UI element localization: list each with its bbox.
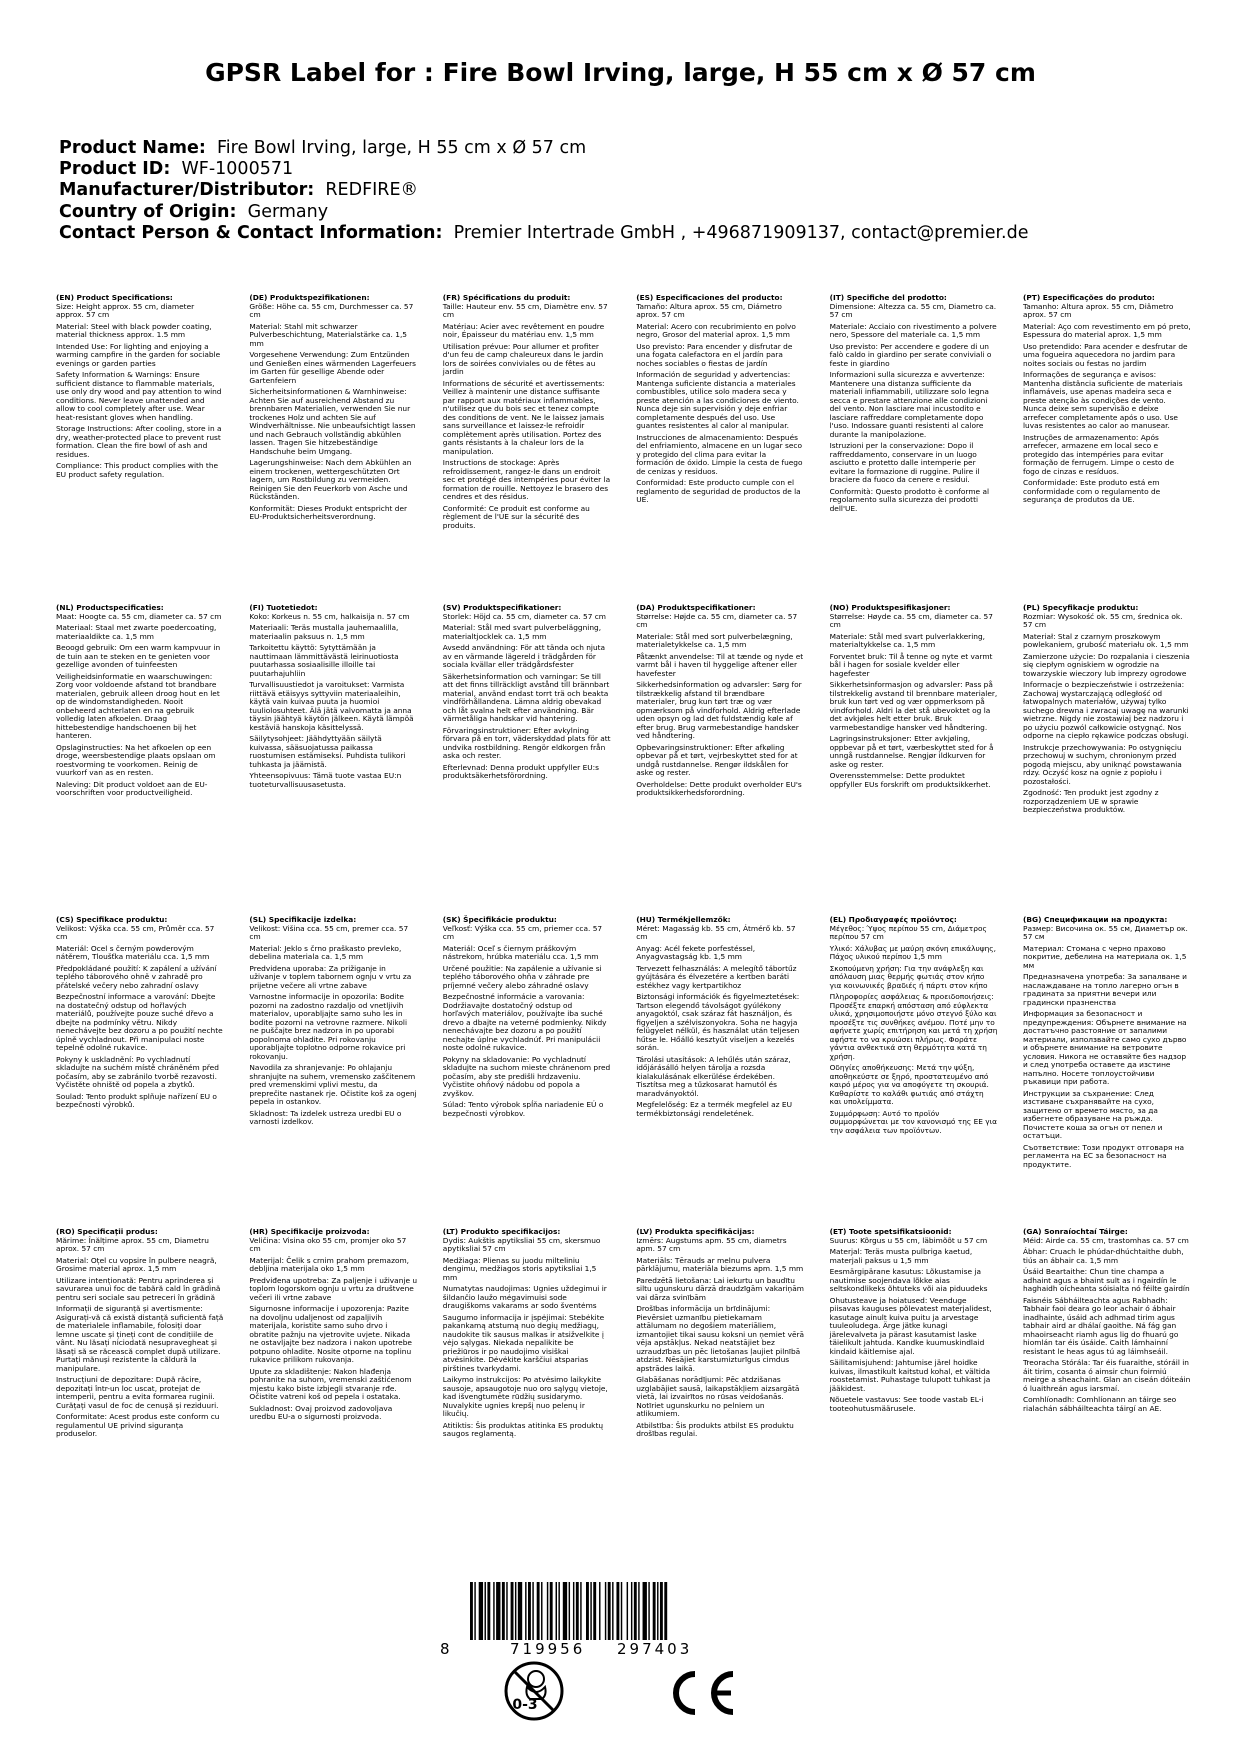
spec-paragraph: Sikkerhedsinformation og advarsler: Sørg for tilstrækkelig afstand til brændbare materialer, brug kun tørt træ og vær opmærksom på vindforhold. Aldrig efterlade uden opsyn og lad det fuldstændig køle af efter brug. Brug varmebestandige handsker ved håndtering. xyxy=(636,680,802,740)
spec-paragraph: Tamanho: Altura aprox. 55 cm, Diâmetro aprox. 57 cm xyxy=(1023,301,1174,319)
spec-heading: (HU) Termékjellemzők: xyxy=(636,915,731,924)
barcode-bar xyxy=(528,1582,531,1640)
spec-heading: (FR) Spécifications du produit: xyxy=(442,293,571,302)
spec-paragraph: Vorgesehene Verwendung: Zum Entzünden und Genießen eines wärmenden Lagerfeuers im Garten für gesellige Abende oder Gartenfeiern xyxy=(249,350,417,385)
spec-paragraph: Materiaal: Staal met zwarte poedercoating, materiaaldikte ca. 1,5 mm xyxy=(56,623,217,641)
spec-paragraph: Conformità: Questo prodotto è conforme al regolamento sulla sicurezza dei prodotti dell'UE. xyxy=(829,486,990,513)
barcode-digits-right: 297403 xyxy=(617,1640,693,1658)
spec-block-el xyxy=(830,916,998,1138)
info-label: Product ID: xyxy=(59,159,171,180)
barcode-bar xyxy=(586,1582,589,1640)
spec-heading: (EL) Προδιαγραφές προϊόντος: xyxy=(829,915,957,924)
barcode-bar xyxy=(479,1582,483,1640)
spec-paragraph: Material: Oțel cu vopsire în pulbere neagră, Grosime material aprox. 1,5 mm xyxy=(56,1255,217,1273)
spec-paragraph: Informazioni sulla sicurezza e avvertenze: Mantenere una distanza sufficiente da materiali infiammabili, utilizzare solo legna secca e prestare attenzione alle condizioni del vento. Non lasciare mai incustodito e lasciare raffreddare completamente dopo l'uso. Indossare guanti resistenti al calore durante la manipolazione. xyxy=(829,370,989,439)
spec-block-fi xyxy=(249,604,417,792)
spec-paragraph: Zgodność: Ten produkt jest zgodny z rozporządzeniem UE w sprawie bezpieczeństwa produktów. xyxy=(1023,788,1159,814)
spec-paragraph: Conformidade: Este produto está em conformidade com o regulamento de segurança de produtos da UE. xyxy=(1023,478,1161,504)
info-value: Premier Intertrade GmbH , +496871909137, contact@premier.de xyxy=(453,222,1029,243)
spec-paragraph: Conformité: Ce produit est conforme au règlement de l'UE sur la sécurité des produits. xyxy=(442,503,590,530)
spec-paragraph: Instruções de armazenamento: Após arrefecer, armazene em local seco e protegido das intempéries para evitar formação de ferrugem. Limpe o cesto de fogo de cinzas e resíduos. xyxy=(1023,432,1175,476)
spec-paragraph: Drošības informācija un brīdinājumi: Pievērsiet uzmanību pietiekamam attālumam no degošiem materiāliem, izmantojiet tikai sausu koksni un ņemiet vērā vēja apstākļus. Nekad neatstājiet bez uzraudzības un pēc lietošanas ļaujiet pilnībā atdzist. Nēsājiet karstumizturīgus cimdus apstrādes laikā. xyxy=(636,1304,805,1373)
spec-paragraph: Materiāls: Tērauds ar melnu pulvera pārklājumu, materiāla biezums apm. 1,5 mm xyxy=(636,1255,804,1273)
spec-paragraph: Laikymo instrukcijos: Po atvėsimo laikykite sausoje, apsaugotoje nuo oro sąlygų vietoje, kad išvengtumėte rūdžių susidarymo. Nuvalykite ugnies krepšį nuo pelenų ir likučių. xyxy=(442,1375,608,1418)
spec-paragraph: Skladnost: Ta izdelek ustreza uredbi EU o varnosti izdelkov. xyxy=(249,1108,402,1126)
spec-paragraph: Materiál: Oceľ s čiernym práškovým nástrekom, hrúbka materiálu cca. 1,5 mm xyxy=(442,943,599,961)
spec-paragraph: Instrucciones de almacenamiento: Después del enfriamiento, almacene en un lugar seco y protegido del clima para evitar la formación de óxido. Limpie la cesta de fuego de cenizas y residuos. xyxy=(636,432,803,476)
barcode-bar xyxy=(599,1582,600,1640)
spec-paragraph: Materiaali: Teräs mustalla jauhemaalilla, materiaalin paksuus n. 1,5 mm xyxy=(249,623,399,641)
spec-paragraph: Información de seguridad y advertencias: Mantenga suficiente distancia a materiales combustibles, utilice solo madera seca y preste atención a las condiciones de viento. Nunca deje sin supervisión y deje enfriar completamente después del uso. Use guantes resistentes al calor al manipular. xyxy=(636,370,799,430)
spec-paragraph: Størrelse: Højde ca. 55 cm, diameter ca. 57 cm xyxy=(636,611,798,629)
barcode-bar xyxy=(502,1582,505,1640)
info-label: Contact Person & Contact Information: xyxy=(59,222,443,243)
barcode-bar xyxy=(525,1582,526,1640)
spec-heading: (BG) Спецификации на продукта: xyxy=(1023,915,1168,924)
spec-paragraph: Informacje o bezpieczeństwie i ostrzeżenia: Zachowaj wystarczającą odległość od łatwopalnych materiałów, używaj tylko suchego drewna i zwracaj uwagę na warunki wietrzne. Nigdy nie zostawiaj bez nadzoru i po użyciu pozwól całkowicie ostygnąć. Nos odporne na ciepło rękawice podczas obsługi. xyxy=(1023,680,1189,740)
barcode-bar xyxy=(590,1582,591,1640)
spec-paragraph: Instructions de stockage: Après refroidissement, rangez-le dans un endroit sec et protégé des intempéries pour éviter la formation de rouille. Nettoyez le brasero des cendres et des résidus. xyxy=(442,458,611,501)
spec-block-es xyxy=(636,294,804,508)
spec-paragraph: Úsáid Beartaithe: Chun tine champa a adhaint agus a bhaint sult as i ngairdín le haghaidh oícheanta sóisialta nó féilte gairdín xyxy=(1023,1267,1190,1293)
spec-paragraph: Méid: Airde ca. 55 cm, trastomhas ca. 57 cm xyxy=(1023,1235,1189,1245)
spec-paragraph: Předpokládané použití: K zapálení a užívání teplého táborového ohně v zahradě pro přátelské večery nebo zahradní oslavy xyxy=(56,963,217,990)
barcode-bar xyxy=(653,1582,656,1640)
spec-heading: (HR) Specifikacije proizvoda: xyxy=(249,1227,370,1236)
spec-paragraph: Säilitamisjuhend: Jahtumise järel hoidke kuivas, ilmastikult kaitstud kohal, et vältida roostetamist. Puhastage tulupott tuhkast ja jääkidest. xyxy=(829,1358,991,1393)
spec-paragraph: Информация за безопасност и предупреждения: Обърнете внимание на достатъчно разстояние от запалими материали, използвайте само сухо дърво и обърнете внимание на ветровите условия. Никога не оставяйте без надзор и след употреба оставете да изстине напълно. Носете топлоустойчиви ръкавици при работа. xyxy=(1023,1009,1187,1086)
spec-paragraph: Predviđena upotreba: Za paljenje i uživanje u toplom logorskom ognju u vrtu za društvene večeri ili vrtne zabave xyxy=(249,1275,418,1302)
info-value: Fire Bowl Irving, large, H 55 cm x Ø 57 cm xyxy=(217,138,587,158)
spec-paragraph: Biztonsági információk és figyelmeztetések: Tartson elegendő távolságot gyúlékony anyagoktól, csak száraz fát használjon, és figyeljen a szélviszonyokra. Soha ne hagyja felügyelet nélkül, és használat után teljesen hűtse le. Hőálló kesztyűt viseljen a kezelés során. xyxy=(636,992,800,1052)
barcode-bar xyxy=(532,1582,533,1640)
barcode-bar xyxy=(634,1582,637,1640)
spec-paragraph: Dimensione: Altezza ca. 55 cm, Diametro ca. 57 cm xyxy=(829,301,997,319)
spec-paragraph: Maat: Hoogte ca. 55 cm, diameter ca. 57 cm xyxy=(56,611,222,621)
spec-paragraph: Méret: Magasság kb. 55 cm, Átmérő kb. 57 cm xyxy=(636,923,796,941)
spec-block-it xyxy=(830,294,998,516)
spec-paragraph: Size: Height approx. 55 cm, diameter approx. 57 cm xyxy=(56,301,195,319)
spec-paragraph: Medžiaga: Plienas su juodu milteliniu dengimu, medžiagos storis apytiksliai 1,5 mm xyxy=(442,1255,597,1282)
barcode-bar xyxy=(616,1582,619,1640)
info-row-product-id xyxy=(59,159,1199,180)
barcode-bar xyxy=(547,1582,548,1640)
spec-paragraph: Conformidad: Este producto cumple con el reglamento de seguridad de productos de la UE. xyxy=(636,478,801,504)
spec-paragraph: Turvallisuustiedot ja varoitukset: Varmista riittävä etäisyys syttyviin materiaaleihin, käytä vain kuivaa puuta ja huomioi tuuliolosuhteet. Älä jätä valvomatta ja anna täysin jäähtyä käytön jälkeen. Käytä lämpöä kestäviä hanskoja käsittelyssä. xyxy=(249,680,414,732)
spec-paragraph: Efterlevnad: Denna produkt uppfyller EU:s produktsäkerhetsförordning. xyxy=(442,762,599,780)
spec-paragraph: Suurus: Kõrgus u 55 cm, läbimõõt u 57 cm xyxy=(829,1235,988,1245)
spec-paragraph: Förvaringsinstruktioner: Efter avkylning förvara på en torr, väderskyddad plats för att undvika rostbildning. Rengör eldkorgen från aska och rester. xyxy=(442,725,611,760)
spec-paragraph: Koko: Korkeus n. 55 cm, halkaisija n. 57 cm xyxy=(249,611,410,621)
page-title: GPSR Label for : Fire Bowl Irving, large, H 55 cm x Ø 57 cm xyxy=(205,58,1036,87)
spec-paragraph: Materiał: Stal z czarnym proszkowym powlekaniem, grubość materiału ok. 1,5 mm xyxy=(1023,631,1189,649)
barcode-bar xyxy=(506,1582,507,1640)
spec-heading: (NO) Produktspesifikasjoner: xyxy=(829,603,951,612)
barcode-digits-left: 719956 xyxy=(510,1640,586,1658)
spec-heading: (GA) Sonraíochtaí Táirge: xyxy=(1023,1227,1128,1236)
spec-paragraph: Размер: Височина ок. 55 см, Диаметър ок. 57 см xyxy=(1023,923,1188,941)
spec-heading: (EN) Product Specifications: xyxy=(56,293,173,302)
spec-paragraph: Инструкции за съхранение: След изстиване съхранявайте на сухо, защитено от времето място, за да избегнете образуване на ръжда. Почистете коша за огън от пепел и остатъци. xyxy=(1023,1088,1163,1140)
spec-paragraph: Sikkerhetsinformasjon og advarsler: Pass på tilstrekkelig avstand til brennbare materialer, bruk kun tørt ved og vær oppmerksom på vindforhold. Aldri la det stå ubevoktet og la det avkjøles helt etter bruk. Bruk varmebestandige hansker ved håndtering. xyxy=(829,680,998,732)
spec-heading: (ET) Toote spetsifikatsioonid: xyxy=(829,1227,952,1236)
spec-block-ga xyxy=(1023,1228,1191,1416)
spec-heading: (IT) Specifiche del prodotto: xyxy=(829,293,947,302)
spec-heading: (SV) Produktspecifikationer: xyxy=(442,603,562,612)
spec-paragraph: Anyag: Acél fekete porfestéssel, Anyagvastagság kb. 1,5 mm xyxy=(636,943,756,961)
spec-heading: (PL) Specyfikacje produktu: xyxy=(1023,603,1139,612)
info-value: Germany xyxy=(247,201,329,222)
spec-paragraph: Mărime: Înălțime aprox. 55 cm, Diametru aprox. 57 cm xyxy=(56,1235,209,1253)
spec-paragraph: Съответствие: Този продукт отговаря на регламента на ЕС за безопасност на продуктите. xyxy=(1023,1142,1185,1169)
spec-paragraph: Säilytysohjeet: Jäähdyttyään säilytä kuivassa, sääsuojatussa paikassa ruostumisen estämiseksi. Puhdista tulikori tuhkasta ja jäämistä. xyxy=(249,734,406,769)
spec-paragraph: Storlek: Höjd ca. 55 cm, diameter ca. 57 cm xyxy=(442,611,607,621)
barcode-bar xyxy=(657,1582,658,1640)
spec-paragraph: Materijal: Čelik s crnim prahom premazom, debljina materijala oko 1,5 mm xyxy=(249,1255,410,1273)
spec-paragraph: Paredzētā lietošana: Lai iekurtu un baudītu siltu ugunskuru dārzā draudzīgām vakariņām vai dārza svinībām xyxy=(636,1275,804,1302)
spec-heading: (DA) Produktspecifikationer: xyxy=(636,603,756,612)
spec-paragraph: Určené použitie: Na zapálenie a užívanie si teplého táborového ohňa v záhrade pre príjemné večery alebo záhradné oslavy xyxy=(442,963,602,990)
spec-heading: (DE) Produktspezifikationen: xyxy=(249,293,370,302)
info-label: Country of Origin: xyxy=(59,201,237,222)
spec-paragraph: Upute za skladištenje: Nakon hlađenja pohranite na suhom, vremenski zaštićenom mjestu kako biste izbjegli stvaranje rđe. Očistite vatreni koš od pepela i ostataka. xyxy=(249,1366,412,1401)
barcode-bar xyxy=(580,1582,581,1640)
spec-paragraph: Materiale: Stål med svart pulverlakkering, materialtykkelse ca. 1,5 mm xyxy=(829,631,985,649)
spec-paragraph: Beoogd gebruik: Om een warm kampvuur in de tuin aan te steken en te genieten voor gezellige avonden of tuinfeesten xyxy=(56,643,221,669)
spec-block-et xyxy=(830,1228,998,1416)
barcode-bar xyxy=(496,1582,500,1640)
spec-heading: (CS) Specifikace produktu: xyxy=(56,915,168,924)
barcode-bar xyxy=(537,1582,540,1640)
spec-paragraph: Matériau: Acier avec revêtement en poudre noir, Épaisseur du matériau env. 1,5 mm xyxy=(442,321,605,339)
spec-heading: (LV) Produkta specifikācijas: xyxy=(636,1227,755,1236)
spec-paragraph: Pokyny k uskladnění: Po vychladnutí skladujte na suchém místě chráněném před počasím, aby se zabránilo tvorbě rezavosti. Vyčistěte ohniště od popela a zbytků. xyxy=(56,1054,219,1089)
spec-heading: (RO) Specificații produs: xyxy=(56,1227,158,1236)
spec-paragraph: Conformitate: Acest produs este conform cu regulamentul UE privind siguranța produselor. xyxy=(56,1412,220,1438)
spec-paragraph: Megfelelőség: Ez a termék megfelel az EU termékbiztonsági rendeletének. xyxy=(636,1100,792,1118)
spec-paragraph: Izmērs: Augstums apm. 55 cm, diametrs apm. 57 cm xyxy=(636,1235,787,1253)
spec-paragraph: Faisnéis Sábháilteachta agus Rabhadh: Tabhair faoi deara go leor achair ó ábhair inadhainte, úsáid ach adhmad tirim agus tabhair aird ar dhálaí gaoithe. Ná fág gan mhaoirseacht riamh agus lig do fhuarú go hiomlán tar éis úsáide. Caith lámhainní resistant le heas agus tú ag láimhseáil. xyxy=(1023,1295,1179,1356)
ce-mark-icon xyxy=(661,1668,739,1718)
spec-paragraph: Istruzioni per la conservazione: Dopo il raffreddamento, conservare in un luogo asciutto e protetto dalle intemperie per evitare la formazione di ruggine. Pulire il braciere da fuoco da cenere e residui. xyxy=(829,441,980,484)
spec-paragraph: Informații de siguranță și avertismente: Asigurați-vă că există distanță suficientă față de materialele inflamabile, folosiți doar lemne uscate și țineți cont de condițiile de vânt. Nu lăsați niciodată nesupravegheat și lăsați să se răcească complet după utilizare. Purtați mănuși rezistente la căldură la manipulare. xyxy=(56,1304,224,1373)
spec-block-sl xyxy=(249,916,417,1130)
barcode-bar xyxy=(518,1582,522,1640)
barcode-bar xyxy=(593,1582,596,1640)
spec-paragraph: Ohutusteave ja hoiatused: Veenduge piisavas kauguses põlevatest materjalidest, kasutage ainult kuiva puitu ja arvestage tuuleoludega. Ärge jätke kunagi järelevalveta ja pärast kasutamist laske täielikult jahtuda. Kandke kuumuskindlaid kindaid käitlemise ajal. xyxy=(829,1295,992,1356)
spec-heading: (ES) Especificaciones del producto: xyxy=(636,293,783,302)
barcode-bar xyxy=(660,1582,663,1640)
spec-block-sk xyxy=(443,916,611,1121)
spec-block-lt xyxy=(443,1228,611,1442)
spec-paragraph: Material: Jeklo s črno praškasto prevleko, debelina materiala ca. 1,5 mm xyxy=(249,943,402,961)
spec-block-lv xyxy=(636,1228,804,1442)
spec-paragraph: Uso pretendido: Para acender e desfrutar de uma fogueira aquecedora no jardim para noites sociais ou festas no jardim xyxy=(1023,341,1188,368)
spec-block-sv xyxy=(443,604,611,784)
spec-paragraph: Súlad: Tento výrobok spĺňa nariadenie EÚ o bezpečnosti výrobkov. xyxy=(442,1100,604,1118)
spec-block-no xyxy=(830,604,998,792)
info-row-manufacturer xyxy=(59,180,1199,201)
spec-paragraph: Tamaño: Altura aprox. 55 cm, Diámetro aprox. 57 cm xyxy=(636,301,782,319)
barcode-bar xyxy=(638,1582,639,1640)
barcode-bar xyxy=(550,1582,553,1640)
spec-paragraph: Utilisation prévue: Pour allumer et profiter d'un feu de camp chaleureux dans le jardin lors de soirées conviviales ou de fêtes au jardin xyxy=(442,341,604,376)
spec-paragraph: Velikost: Výška cca. 55 cm, Průměr cca. 57 cm xyxy=(56,923,215,941)
spec-heading: (LT) Produkto specifikacijos: xyxy=(442,1227,561,1236)
barcode xyxy=(470,1582,728,1640)
spec-block-de xyxy=(249,294,417,525)
spec-paragraph: Materiale: Stål med sort pulverbelægning, materialetykkelse ca. 1,5 mm xyxy=(636,631,793,649)
spec-paragraph: Tarkoitettu käyttö: Sytyttämään ja nauttimaan lämmittävästä leirinuotiosta puutarhassa sosiaalisille illoille tai puutarhajuhliin xyxy=(249,643,399,678)
spec-paragraph: Veiligheidsinformatie en waarschuwingen: Zorg voor voldoende afstand tot brandbare materialen, gebruik alleen droog hout en let op de windomstandigheden. Nooit onbeheerd achterlaten en na gebruik volledig laten afkoelen. Draag hittebestendige handschoenen bij het hanteren. xyxy=(56,671,220,740)
spec-paragraph: Sigurnosne informacije i upozorenja: Pazite na dovoljnu udaljenost od zapaljivih materijala, koristite samo suho drvo i obratite pažnju na vjetrovite uvjete. Nikada ne ostavljajte bez nadzora i nakon upotrebe potpuno ohladite. Nosite otporne na toplinu rukavice prilikom rukovanja. xyxy=(249,1304,412,1364)
spec-heading: (SK) Špecifikácie produktu: xyxy=(442,915,557,924)
barcode-bar xyxy=(621,1582,622,1640)
spec-paragraph: Varnostne informacije in opozorila: Bodite pozorni na zadostno razdaljo od vnetljivih materialov, uporabljajte samo suho les in bodite pozorni na vetrovne razmere. Nikoli ne puščajte brez nadzora in po uporabi popolnoma ohladite. Pri rokovanju uporabljajte toplotno odporne rokavice pri rokovanju. xyxy=(249,992,408,1061)
spec-paragraph: Størrelse: Høyde ca. 55 cm, diameter ca. 57 cm xyxy=(829,611,993,629)
spec-paragraph: Ábhar: Cruach le phúdar-dhúchtaithe dubh, tiús an ábhair ca. 1,5 mm xyxy=(1023,1247,1184,1265)
spec-paragraph: Compliance: This product complies with the EU product safety regulation. xyxy=(56,461,219,479)
spec-paragraph: Soulad: Tento produkt splňuje nařízení EU o bezpečnosti výrobků. xyxy=(56,1091,217,1109)
barcode-bar xyxy=(487,1582,490,1640)
info-label: Manufacturer/Distributor: xyxy=(59,180,315,201)
spec-block-hu xyxy=(636,916,804,1121)
age-warning-icon xyxy=(503,1660,565,1722)
barcode-bar xyxy=(627,1582,628,1640)
spec-paragraph: Material: Stål med svart pulverbeläggning, materialtjocklek ca. 1,5 mm xyxy=(442,623,602,641)
spec-block-hr xyxy=(249,1228,417,1425)
spec-paragraph: Opslaginstructies: Na het afkoelen op een droge, weersbestendige plaats opslaan om roestvorming te voorkomen. Reinig de vuurkorf van as en resten. xyxy=(56,742,216,777)
spec-paragraph: Material: Stahl mit schwarzer Pulverbeschichtung, Materialstärke ca. 1,5 mm xyxy=(249,321,408,348)
spec-block-pl xyxy=(1023,604,1191,818)
barcode-bar xyxy=(612,1582,613,1640)
spec-paragraph: Glabāšanas norādījumi: Pēc atdzišanas uzglabājiet sausā, laikapstākļiem aizsargātā vietā, lai izvairītos no rūsas veidošanās. Notīriet ugunskurku no pelniem un atlikumiem. xyxy=(636,1375,800,1418)
spec-paragraph: Zamierzone użycie: Do rozpalania i cieszenia się ciepłym ogniskiem w ogrodzie na towarzyskie wieczory lub imprezy ogrodowe xyxy=(1023,651,1190,678)
info-label: Product Name: xyxy=(59,138,206,158)
spec-paragraph: Safety Information & Warnings: Ensure sufficient distance to flammable materials, use only dry wood and pay attention to wind conditions. Never leave unattended and allow to cool completely after use. Wear heat-resistant gloves when handling. xyxy=(56,370,222,422)
spec-paragraph: Größe: Höhe ca. 55 cm, Durchmesser ca. 57 cm xyxy=(249,301,414,319)
spec-paragraph: Uso previsto: Per accendere e godere di un falò caldo in giardino per serate conviviali o feste in giardino xyxy=(829,341,992,368)
spec-paragraph: Numatytas naudojimas: Ugnies uždegimui ir šildančio laužo mėgavimuisi sode draugiškoms vakarams ar sodo šventėms xyxy=(442,1284,607,1310)
barcode-bar xyxy=(493,1582,494,1640)
spec-paragraph: Tervezett felhasználás: A melegítő tábortűz gyújtására és élvezetére a kertben baráti estékhez vagy kertpartikhoz xyxy=(636,963,797,990)
spec-paragraph: Veličina: Visina oko 55 cm, promjer oko 57 cm xyxy=(249,1235,407,1253)
barcode-bar xyxy=(556,1582,557,1640)
spec-paragraph: Material: Acero con recubrimiento en polvo negro, Grosor del material aprox. 1,5 mm xyxy=(636,321,796,339)
info-value: REDFIRE® xyxy=(325,180,419,201)
spec-paragraph: Dydis: Aukštis apytiksliai 55 cm, skersmuo apytiksliai 57 cm xyxy=(442,1235,601,1253)
barcode-bar xyxy=(470,1582,473,1640)
barcode-bar xyxy=(511,1582,514,1640)
spec-paragraph: Veľkosť: Výška cca. 55 cm, priemer cca. 57 cm xyxy=(442,923,603,941)
barcode-bar xyxy=(515,1582,516,1640)
spec-paragraph: Sukladnost: Ovaj proizvod zadovoljava uredbu EU-a o sigurnosti proizvoda. xyxy=(249,1403,393,1421)
spec-block-cs xyxy=(56,916,224,1113)
spec-paragraph: Bezpečnostné informácie a varovania: Dodržiavajte dostatočný odstup od horľavých materiálov, používajte iba suché drevo a dbajte na veterné podmienky. Nikdy nenechávajte bez dozoru a po použití nechajte úplne vychladnúť. Pri manipulácii noste odolné rukavice. xyxy=(442,992,607,1052)
spec-heading: (SL) Specifikacije izdelka: xyxy=(249,915,357,924)
spec-paragraph: Atbilstība: Šis produkts atbilst ES produktu drošības regulai. xyxy=(636,1420,794,1438)
spec-block-da xyxy=(636,604,804,801)
barcode-digit-prefix: 8 xyxy=(440,1640,453,1658)
barcode-bar xyxy=(576,1582,579,1640)
spec-paragraph: Οδηγίες αποθήκευσης: Μετά την ψύξη, αποθηκεύστε σε ξηρό, προστατευμένο από καιρό μέρος για να αποφύγετε τη σκουριά. Καθαρίστε το καλάθι φωτιάς από στάχτη και υπολείμματα. xyxy=(829,1063,989,1106)
info-row-contact xyxy=(59,223,1199,244)
spec-paragraph: Bezpečnostní informace a varování: Dbejte na dostatečný odstup od hořlavých materiálů, používejte pouze suché dřevo a dbejte na podmínky větru. Nikdy nenechávejte bez dozoru a po použití nechte úplně vychladnout. Při manipulaci noste tepelně odolné rukavice. xyxy=(56,992,223,1052)
spec-paragraph: Säkerhetsinformation och varningar: Se till att det finns tillräckligt avstånd till brännbart material, använd endast torrt trä och beakta vindförhållandena. Lämna aldrig obevakad och låt svalna helt efter användning. Bär värmetåliga handskar vid hantering. xyxy=(442,671,610,723)
spec-paragraph: Predvidena uporaba: Za prižiganje in uživanje v toplem tabornem ognju v vrtu za prijetne večere ali vrtne zabave xyxy=(249,963,412,990)
spec-paragraph: Lagerungshinweise: Nach dem Abkühlen an einem trockenen, wettergeschützten Ort lagern, um Rostbildung zu vermeiden. Reinigen Sie den Feuerkorb von Asche und Rückständen. xyxy=(249,458,412,501)
spec-paragraph: Material: Aço com revestimento em pó preto, Espessura do material aprox. 1,5 mm xyxy=(1023,321,1191,339)
spec-paragraph: Υλικό: Χάλυβας με μαύρη σκόνη επικάλυψης, Πάχος υλικού περίπου 1,5 mm xyxy=(829,943,996,961)
barcode-bar xyxy=(569,1582,570,1640)
spec-paragraph: Συμμόρφωση: Αυτό το προϊόν συμμορφώνεται με τον κανονισμό της ΕΕ για την ασφάλεια των προϊόντων. xyxy=(829,1108,998,1135)
spec-paragraph: Materiál: Ocel s černým powderovým nátěrem, Tloušťka materiálu cca. 1,5 mm xyxy=(56,943,210,961)
info-row-country xyxy=(59,202,1199,223)
barcode-bar xyxy=(664,1582,667,1640)
spec-paragraph: Velikost: Višina cca. 55 cm, premer cca. 57 cm xyxy=(249,923,409,941)
spec-paragraph: Materiale: Acciaio con rivestimento a polvere nero, Spessore del materiale ca. 1,5 mm xyxy=(829,321,997,339)
spec-paragraph: Overensstemmelse: Dette produktet oppfyller EUs forskrift om produktsikkerhet. xyxy=(829,771,991,789)
spec-heading: (PT) Especificações do produto: xyxy=(1023,293,1155,302)
barcode-bar xyxy=(573,1582,574,1640)
spec-paragraph: Informações de segurança e avisos: Mantenha distância suficiente de materiais inflamáveis, use apenas madeira seca e preste atenção às condições de vento. Nunca deixe sem supervisão e deixe arrefecer completamente após o uso. Use luvas resistentes ao calor ao manusear. xyxy=(1023,370,1183,430)
spec-paragraph: Instrukcje przechowywania: Po ostygnięciu przechowuj w suchym, chronionym przed pogodą miejscu, aby uniknąć powstawania rdzy. Oczyść kosz na ognie z popiołu i pozostałości. xyxy=(1023,742,1182,786)
barcode-bar xyxy=(474,1582,475,1640)
product-info xyxy=(59,138,1199,244)
spec-paragraph: Informations de sécurité et avertissements: Veillez à maintenir une distance suffisante par rapport aux matériaux inflammables, n'utilisez que du bois sec et tenez compte des conditions de vent. Ne le laissez jamais sans surveillance et laissez-le refroidir complètement après utilisation. Portez des gants résistants à la chaleur lors de la manipulation. xyxy=(442,378,605,456)
spec-paragraph: Naleving: Dit product voldoet aan de EU-voorschriften voor productveiligheid. xyxy=(56,779,208,797)
spec-paragraph: Sicherheitsinformationen & Warnhinweise: Achten Sie auf ausreichend Abstand zu brennbaren Materialien, verwenden Sie nur trockenes Holz und achten Sie auf Windverhältnisse. Nie unbeaufsichtigt lassen und nach Gebrauch vollständig abkühlen lassen. Tragen Sie hitzebeständige Handschuhe beim Umgang. xyxy=(249,387,416,456)
age-warning-text: 0-3 xyxy=(512,1697,538,1713)
barcode-bar xyxy=(558,1582,559,1640)
spec-paragraph: Utilizare intenționată: Pentru aprinderea și savurarea unui foc de tabără cald în grădină pentru seri sociale sau petreceri în grădină xyxy=(56,1275,221,1302)
barcode-bar xyxy=(605,1582,606,1640)
spec-block-en xyxy=(56,294,224,482)
spec-paragraph: Материал: Стомана с черно прахово покритие, дебелина на материала ок. 1,5 мм xyxy=(1023,943,1187,970)
spec-paragraph: Storage Instructions: After cooling, store in a dry, weather-protected place to prevent rust formation. Clean the fire bowl of ash and residues. xyxy=(56,424,222,459)
spec-block-ro xyxy=(56,1228,224,1442)
spec-paragraph: Rozmiar: Wysokość ok. 55 cm, średnica ok. 57 cm xyxy=(1023,611,1183,629)
barcode-bar xyxy=(485,1582,486,1640)
spec-paragraph: Forventet bruk: Til å tenne og nyte et varmt bål i hagen for sosiale kvelder eller hagefester xyxy=(829,651,993,678)
spec-heading: (FI) Tuotetiedot: xyxy=(249,603,318,612)
spec-paragraph: Atitiktis: Šis produktas atitinka ES produktų saugos reglamentą. xyxy=(442,1420,604,1438)
barcode-bar xyxy=(643,1582,647,1640)
barcode-bar xyxy=(648,1582,649,1640)
barcode-bar xyxy=(608,1582,611,1640)
spec-paragraph: Eesmärgipärane kasutus: Lõkustamise ja nautimise soojendava lõkke aias seltskondlikeks õhtuteks või aia piduudeks xyxy=(829,1267,988,1293)
spec-paragraph: Nõuetele vastavus: See toode vastab EL-i tooteohutusmäärusele. xyxy=(829,1395,984,1413)
spec-paragraph: Lagringsinstruksjoner: Etter avkjøling, oppbevar på et tørt, værbeskyttet sted for å unngå rustdannelse. Rengjør ildkurven for aske og rester. xyxy=(829,734,994,769)
spec-paragraph: Saugumo informacija ir įspėjimai: Stebėkite pakankamą atstumą nuo degių medžiagų, naudokite tik sausus malkas ir atsižvelkite į vėjo sąlygas. Niekada nepalikite be priežiūros ir po naudojimo visiškai atvėsinkite. Dėvėkite karščiui atsparias pirštines tvarkydami. xyxy=(442,1312,605,1373)
info-value: WF-1000571 xyxy=(181,159,294,180)
spec-paragraph: Pokyny na skladovanie: Po vychladnutí skladujte na suchom mieste chránenom pred počasím, aby ste predišli hrdzaveniu. Vyčistite ohňový nádobu od popola a zvyškov. xyxy=(442,1054,611,1098)
spec-paragraph: Treoracha Stórála: Tar éis fuaraithe, stóráil in áit tirim, cosanta ó aimsir chun foirmiú meirge a sheachaint. Glan an ciseán dóiteáin ó luaithreán agus iarsmaí. xyxy=(1023,1358,1191,1393)
barcode-bar xyxy=(541,1582,542,1640)
spec-paragraph: Comhlíonadh: Comhlíonann an táirge seo rialachán sábháilteachta táirgí an AE. xyxy=(1023,1395,1177,1413)
spec-paragraph: Instrucțiuni de depozitare: După răcire, depozitați într-un loc uscat, protejat de intemperii, pentru a evita formarea ruginii. Curățați vasul de foc de cenușă și reziduuri. xyxy=(56,1375,219,1410)
info-row-product-name xyxy=(59,138,1199,159)
spec-paragraph: Navodila za shranjevanje: Po ohlajanju shranjujte na suhem, vremensko zaščitenem pred vremenskimi vplivi mestu, da preprečite nastanek rje. Očistite koš za ogenj pepela in ostankov. xyxy=(249,1063,417,1106)
barcode-bar xyxy=(631,1582,632,1640)
spec-paragraph: Taille: Hauteur env. 55 cm, Diamètre env. 57 cm xyxy=(442,301,608,319)
spec-paragraph: Uso previsto: Para encender y disfrutar de una fogata calefactora en el jardín para noches sociables o fiestas de jardín xyxy=(636,341,793,368)
spec-paragraph: Σκοπούμενη χρήση: Για την ανάφλεξη και απόλαυση μιας θερμής φωτιάς στον κήπο για κοινωνικές βραδιές ή πάρτι στον κήπο xyxy=(829,963,988,990)
spec-block-fr xyxy=(443,294,611,533)
spec-paragraph: Materjal: Teräs musta pulbriga kaetud, materjali paksus u 1,5 mm xyxy=(829,1247,973,1265)
spec-paragraph: Påtænkt anvendelse: Til at tænde og nyde et varmt bål i haven til hyggelige aftener eller havefester xyxy=(636,651,804,678)
spec-paragraph: Material: Steel with black powder coating, material thickness approx. 1.5 mm xyxy=(56,321,212,339)
spec-paragraph: Overholdelse: Dette produkt overholder EU's produktsikkerhedsforordning. xyxy=(636,779,802,797)
spec-paragraph: Μέγεθος: Ύψος περίπου 55 cm, Διάμετρος περίπου 57 cm xyxy=(829,923,987,941)
spec-paragraph: Tárolási utasítások: A lehűlés után száraz, időjárásálló helyen tárolja a rozsda kialakulásának elkerülése érdekében. Tisztítsa meg a tűzkosarat hamutól és maradványoktól. xyxy=(636,1054,791,1098)
spec-paragraph: Konformität: Dieses Produkt entspricht der EU-Produktsicherheitsverordnung. xyxy=(249,503,408,521)
spec-block-nl xyxy=(56,604,224,801)
spec-paragraph: Yhteensopivuus: Tämä tuote vastaa EU:n tuoteturvallisuusasetusta. xyxy=(249,771,402,789)
spec-paragraph: Πληροφορίες ασφάλειας & προειδοποιήσεις: Προσέξτε επαρκή απόσταση από εύφλεκτα υλικά, χρησιμοποιήστε μόνο στεγνό ξύλο και προσέξτε τις συνθήκες ανέμου. Ποτέ μην το αφήνετε χωρίς επιτήρηση και μετά τη χρήση αφήστε το να κρυώσει πλήρως. Φοράτε γάντια ανθεκτικά στη θερμότητα κατά τη χρήση. xyxy=(829,992,998,1061)
spec-heading: (NL) Productspecificaties: xyxy=(56,603,164,612)
barcode-bar xyxy=(563,1582,567,1640)
spec-block-bg xyxy=(1023,916,1191,1172)
spec-paragraph: Intended Use: For lighting and enjoying a warming campfire in the garden for sociable evenings or garden parties xyxy=(56,341,221,368)
spec-block-pt xyxy=(1023,294,1191,508)
spec-paragraph: Avsedd användning: För att tända och njuta av en värmande lägereld i trädgården för sociala kvällar eller trädgårdsfester xyxy=(442,643,606,669)
spec-paragraph: Opbevaringsinstruktioner: Efter afkøling opbevar på et tørt, vejrbeskyttet sted for at undgå rustdannelse. Rengør ildskålen for aske og rester. xyxy=(636,742,798,777)
spec-paragraph: Предназначена употреба: За запалване и наслаждаване на топло лагерно огън в градината за приятни вечери или градински празненства xyxy=(1023,972,1187,1007)
